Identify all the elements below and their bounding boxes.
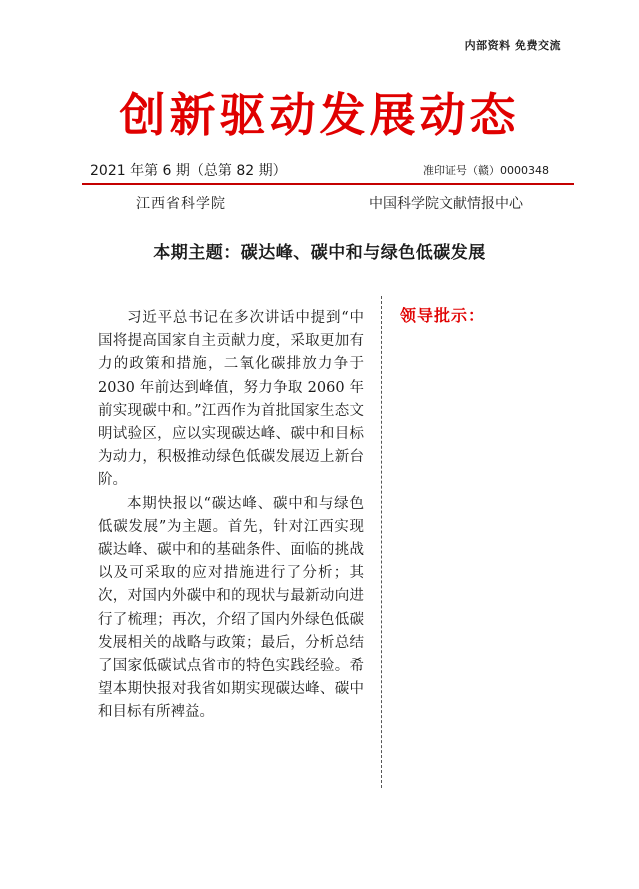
publisher-org: 江西省科学院 [136,196,226,212]
distribution-note: 内部资料 免费交流 [464,39,561,52]
permit-number: 准印证号（赣）0000348 [423,164,549,177]
leader-comment-label: 领导批示： [400,306,486,325]
column-divider [381,296,382,788]
header-divider [82,183,574,185]
issue-number: 2021 年第 6 期（总第 82 期） [90,163,287,179]
masthead-title: 创新驱动发展动态 [119,88,520,142]
partner-org: 中国科学院文献情报中心 [369,196,523,212]
issue-theme: 本期主题：碳达峰、碳中和与绿色低碳发展 [153,243,486,263]
intro-paragraph: 本期快报以“碳达峰、碳中和与绿色低碳发展”为主题。首先，针对江西实现碳达峰、碳中和的基础条件、面临的挑战以及可采取的应对措施进行了分析；其次，对国内外碳中和的现状与最新动向进行了梳理；再次，介绍了国内外绿色低碳发展相关的战略与政策；最后，分析总结了国家低碳试点省市的特色实践经验。希望本期快报对我省如期实现碳达峰、碳中和目标有所裨益。 [98,495,364,721]
intro-text [98,307,364,725]
intro-paragraph: 习近平总书记在多次讲话中提到“中国将提高国家自主贡献力度，采取更加有力的政策和措施，二氧化碳排放力争于 2030 年前达到峰值，努力争取 2060 年前实现碳中和。”江西作为首批国家生态文明试验区，应以实现碳达峰、碳中和目标为动力，积极推动绿色低碳发展迈上新台阶。 [98,310,364,489]
